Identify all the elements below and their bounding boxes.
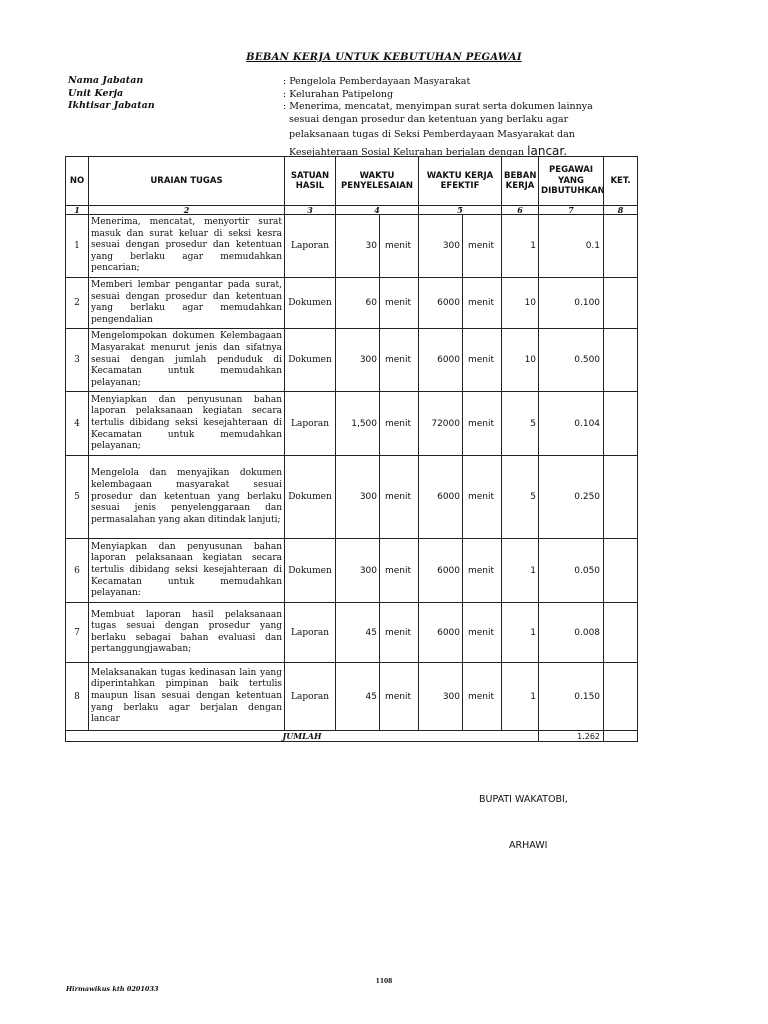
info-label: Ikhtisar Jabatan [68,100,155,111]
table-row [66,603,638,663]
row-efektif-unit: menit [463,539,502,603]
info-value [283,100,623,162]
row-ket [604,663,638,731]
signature-name: ARHAWI [509,840,548,851]
row-no: 4 [66,392,89,456]
ikhtisar-line: sesuai dengan prosedur dan ketentuan yang berlaku agar [289,114,569,125]
row-efektif-unit: menit [463,278,502,329]
row-waktu-efektif: 6000 [419,278,463,329]
row-waktu-penyelesaian: 300 [336,539,380,603]
row-waktu-efektif: 6000 [419,603,463,663]
row-waktu-penyelesaian: 60 [336,278,380,329]
row-satuan: Laporan [285,392,336,456]
row-efektif-unit: menit [463,215,502,278]
row-waktu-unit: menit [380,329,419,392]
row-satuan: Dokumen [285,539,336,603]
row-waktu-efektif: 6000 [419,539,463,603]
row-waktu-penyelesaian: 1,500 [336,392,380,456]
row-ket [604,603,638,663]
row-ket [604,215,638,278]
row-pegawai: 0.100 [539,278,604,329]
header-ket: KET. [604,157,638,206]
row-pegawai: 0.008 [539,603,604,663]
info-value: : Kelurahan Patipelong [283,89,394,100]
col-number: 7 [539,206,604,215]
row-waktu-efektif: 72000 [419,392,463,456]
row-waktu-unit: menit [380,215,419,278]
row-waktu-penyelesaian: 45 [336,603,380,663]
row-ket [604,539,638,603]
row-beban-kerja: 5 [502,392,539,456]
row-waktu-unit: menit [380,539,419,603]
table-row [66,278,638,329]
row-waktu-unit: menit [380,392,419,456]
header-waktu-kerja-efektif: WAKTU KERJA EFEKTIF [419,157,502,206]
signature-title: BUPATI WAKATOBI, [479,794,568,805]
row-ket [604,329,638,392]
row-task: Menyiapkan dan penyusunan bahan laporan pelaksanaan kegiatan secara tertulis dibidang seksi kesejahteraan di Kecamatan untuk memudahkan pelayanan; [89,392,285,456]
ikhtisar-last-word: lancar. [527,144,568,158]
table-row [66,663,638,731]
row-waktu-unit: menit [380,663,419,731]
row-pegawai: 0.1 [539,215,604,278]
col-number: 4 [336,206,419,215]
row-waktu-unit: menit [380,603,419,663]
table-row [66,539,638,603]
row-task: Menyiapkan dan penyusunan bahan laporan pelaksanaan kegiatan secara tertulis dibidang seksi kesejahteraan di Kecamatan untuk memudahkan pelayanan: [89,539,285,603]
info-value: : Pengelola Pemberdayaan Masyarakat [283,76,471,87]
row-no: 2 [66,278,89,329]
footer-note: Hirmawikus kth 0201033 [66,985,159,993]
info-label: Unit Kerja [68,88,124,99]
col-number: 6 [502,206,539,215]
row-efektif-unit: menit [463,456,502,539]
row-task: Mengelola dan menyajikan dokumen kelembagaan masyarakat sesuai prosedur dan ketentuan yang berlaku sesuai jenis penyelenggaraan dan permasalahan yang akan ditindak lanjuti; [89,456,285,539]
col-number: 8 [604,206,638,215]
info-label: Nama Jabatan [68,75,144,86]
col-number: 3 [285,206,336,215]
header-row [66,157,638,206]
row-no: 5 [66,456,89,539]
row-beban-kerja: 5 [502,456,539,539]
row-no: 3 [66,329,89,392]
ikhtisar-line: : Menerima, mencatat, menyimpan surat serta dokumen lainnya [283,101,593,112]
col-number: 2 [89,206,285,215]
row-no: 1 [66,215,89,278]
row-no: 8 [66,663,89,731]
table-row [66,215,638,278]
col-number: 5 [419,206,502,215]
row-beban-kerja: 10 [502,278,539,329]
row-waktu-penyelesaian: 300 [336,329,380,392]
row-efektif-unit: menit [463,663,502,731]
row-efektif-unit: menit [463,603,502,663]
row-beban-kerja: 1 [502,603,539,663]
header-waktu-penyelesaian: WAKTU PENYELESAIAN [336,157,419,206]
row-waktu-efektif: 6000 [419,456,463,539]
table-row [66,456,638,539]
header-uraian-tugas: URAIAN TUGAS [89,157,285,206]
workload-table [65,156,638,742]
ikhtisar-line: pelaksanaan tugas di Seksi Pemberdayaan Masyarakat dan [289,129,575,140]
row-pegawai: 0.150 [539,663,604,731]
total-row [66,731,638,742]
document-title: BEBAN KERJA UNTUK KEBUTUHAN PEGAWAI [246,52,522,63]
row-waktu-efektif: 300 [419,215,463,278]
row-pegawai: 0.500 [539,329,604,392]
row-no: 6 [66,539,89,603]
row-satuan: Dokumen [285,278,336,329]
row-beban-kerja: 10 [502,329,539,392]
row-waktu-efektif: 300 [419,663,463,731]
col-number: 1 [66,206,89,215]
total-value: 1.262 [539,731,604,742]
row-efektif-unit: menit [463,392,502,456]
row-waktu-penyelesaian: 300 [336,456,380,539]
row-beban-kerja: 1 [502,215,539,278]
header-no: NO [66,157,89,206]
row-ket [604,456,638,539]
row-beban-kerja: 1 [502,539,539,603]
row-satuan: Dokumen [285,456,336,539]
header-satuan-hasil: SATUAN HASIL [285,157,336,206]
row-satuan: Laporan [285,603,336,663]
row-task: Memberi lembar pengantar pada surat, sesuai dengan prosedur dan ketentuan yang berlaku agar memudahkan pengendalian [89,278,285,329]
row-waktu-unit: menit [380,456,419,539]
page-number: 1108 [375,978,393,985]
table-body [66,215,638,731]
row-pegawai: 0.050 [539,539,604,603]
row-ket [604,392,638,456]
header-pegawai: PEGAWAI YANG DIBUTUHKAN [539,157,604,206]
row-task: Membuat laporan hasil pelaksanaan tugas sesuai dengan prosedur yang berlaku sebagai bahan evaluasi dan pertanggungjawaban; [89,603,285,663]
row-pegawai: 0.250 [539,456,604,539]
ikhtisar-line: Kesejahteraan Sosial Kelurahan berjalan dengan [289,147,525,158]
total-label: JUMLAH [66,731,539,742]
row-pegawai: 0.104 [539,392,604,456]
row-efektif-unit: menit [463,329,502,392]
row-waktu-penyelesaian: 30 [336,215,380,278]
row-satuan: Dokumen [285,329,336,392]
row-beban-kerja: 1 [502,663,539,731]
row-ket [604,278,638,329]
column-number-row [66,206,638,215]
row-satuan: Laporan [285,215,336,278]
header-beban-kerja: BEBAN KERJA [502,157,539,206]
table-row [66,329,638,392]
row-waktu-penyelesaian: 45 [336,663,380,731]
row-satuan: Laporan [285,663,336,731]
row-task: Menerima, mencatat, menyortir surat masuk dan surat keluar di seksi kesra sesuai dengan prosedur dan ketentuan yang berlaku agar memudahkan pencarian; [89,215,285,278]
row-task: Melaksanakan tugas kedinasan lain yang diperintahkan pimpinan baik tertulis maupun lisan sesuai dengan ketentuan yang berlaku agar berjalan dengan lancar [89,663,285,731]
total-ket [604,731,638,742]
table-row [66,392,638,456]
row-task: Mengelompokan dokumen Kelembagaan Masyarakat menurut jenis dan sifatnya sesuai dengan jumlah penduduk di Kecamatan untuk memudahkan pelayanan; [89,329,285,392]
row-waktu-unit: menit [380,278,419,329]
row-no: 7 [66,603,89,663]
row-waktu-efektif: 6000 [419,329,463,392]
